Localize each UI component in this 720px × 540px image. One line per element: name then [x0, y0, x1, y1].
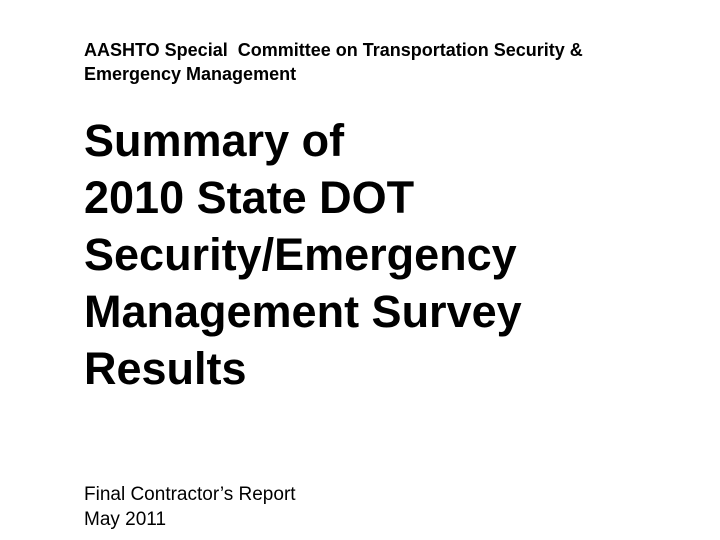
report-type: Final Contractor’s Report — [84, 484, 296, 505]
title-line: Summary of — [84, 115, 345, 166]
title-line: Results — [84, 343, 247, 394]
committee-line: AASHTO Special Committee on Transportation Security & — [84, 40, 583, 60]
report-info — [84, 482, 296, 532]
title-line: Security/Emergency — [84, 229, 517, 280]
title-line: 2010 State DOT — [84, 172, 415, 223]
title-line: Management Survey — [84, 286, 522, 337]
committee-line: Emergency Management — [84, 64, 297, 84]
report-date: May 2011 — [84, 509, 167, 530]
committee-name — [84, 38, 684, 86]
slide-title — [84, 112, 704, 397]
